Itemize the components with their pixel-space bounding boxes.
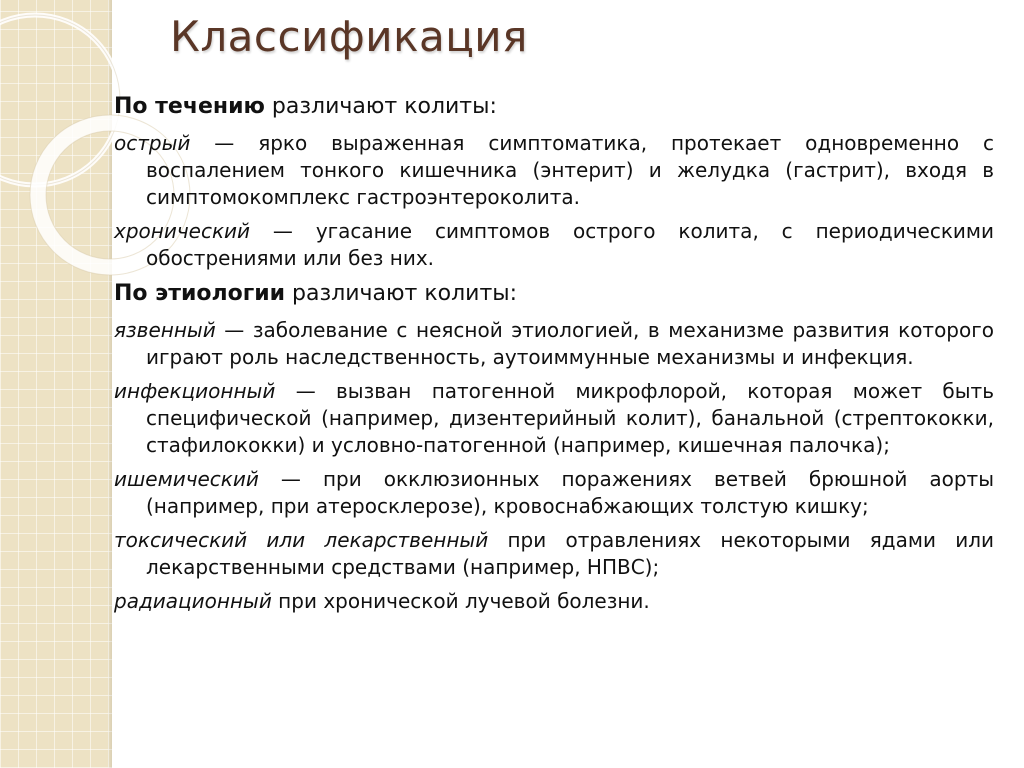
section-heading-etiology (114, 279, 994, 309)
item-text: — угасание симптомов острого колита, с периодическими обострениями или без них. (146, 219, 994, 270)
heading-bold: По течению (114, 94, 265, 119)
decorative-grid-band (0, 0, 112, 768)
item-term: хронический (114, 219, 251, 243)
heading-rest: различают колиты: (264, 94, 497, 119)
item-text: — заболевание с неясной этиологией, в механизме развития которого играют роль наследственность, аутоиммунные механизмы и инфекция. (146, 318, 994, 369)
band-edge-shadow (108, 0, 112, 768)
list-item (114, 317, 994, 371)
section-heading-course (114, 92, 994, 122)
list-item (114, 466, 994, 520)
list-item (114, 378, 994, 459)
item-term: инфекционный (114, 379, 276, 403)
item-term: острый (114, 131, 191, 155)
list-item (114, 130, 994, 211)
item-term: ишемический (114, 467, 259, 491)
slide-title: Классификация (170, 12, 528, 61)
item-text: при отравлениях некоторыми ядами или лекарственными средствами (например, НПВС); (146, 528, 994, 579)
item-text: — вызван патогенной микрофлорой, которая может быть специфической (например, дизентерийный колит), банальной (стрептококки, стафилококки) и условно-патогенной (например, кишечная палочка); (146, 379, 994, 457)
heading-bold: По этиологии (114, 281, 286, 306)
list-item (114, 527, 994, 581)
item-text: — при окклюзионных поражениях ветвей брюшной аорты (например, при атеросклерозе), кровоснабжающих толстую кишку; (146, 467, 994, 518)
list-item (114, 218, 994, 272)
list-item (114, 588, 994, 615)
item-text: — ярко выраженная симптоматика, протекает одновременно с воспалением тонкого кишечника (энтерит) и желудка (гастрит), входя в симптомокомплекс гастроэнтероколита. (146, 131, 994, 209)
slide-content (114, 92, 994, 622)
item-text: при хронической лучевой болезни. (271, 589, 650, 613)
item-term: язвенный (114, 318, 216, 342)
item-term: токсический или лекарственный (114, 528, 489, 552)
item-term: радиационный (114, 589, 272, 613)
heading-rest: различают колиты: (285, 281, 518, 306)
